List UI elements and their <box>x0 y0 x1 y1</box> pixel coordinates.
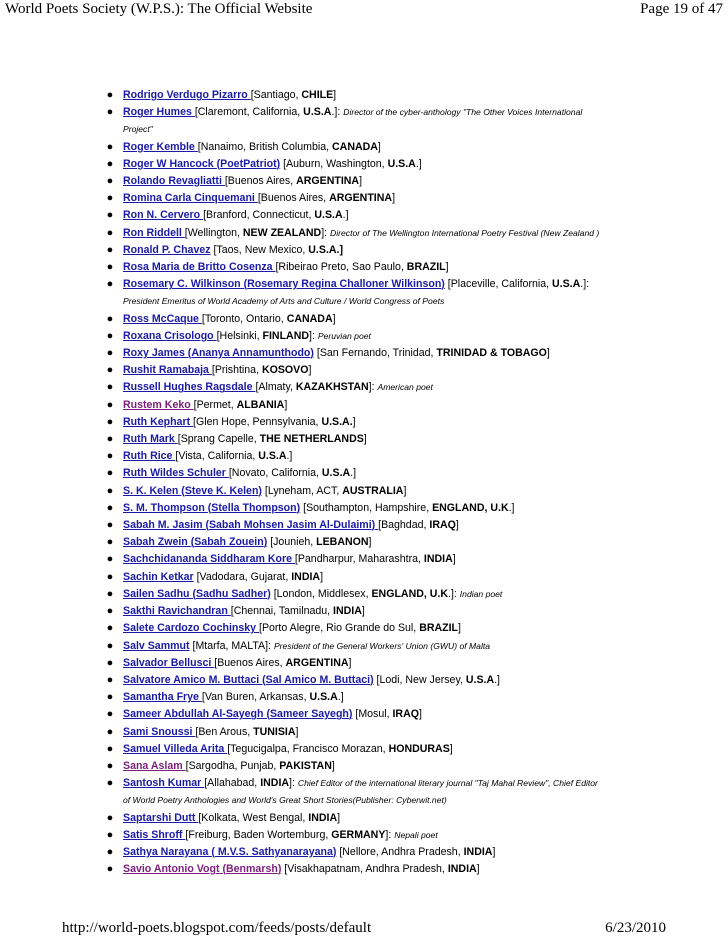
page-header <box>0 0 728 26</box>
poet-country: ENGLAND, U.K <box>371 587 448 600</box>
poet-country: HONDURAS <box>388 742 450 755</box>
poet-country: ARGENTINA <box>285 656 349 669</box>
bullet-icon: ● <box>106 587 114 600</box>
poet-alias: Ananya Annamunthodo <box>191 347 311 360</box>
list-item <box>0 345 728 362</box>
bullet-icon: ● <box>106 312 114 325</box>
list-item <box>0 775 728 809</box>
list-item <box>0 242 728 259</box>
location-close: ] <box>458 622 461 635</box>
bullet-icon: ● <box>106 415 114 428</box>
location-close: ]: <box>289 777 295 790</box>
poet-name-link[interactable]: Rosa Maria de Britto Cosenza <box>123 261 276 274</box>
location-close: .]: <box>580 278 590 291</box>
poet-alias-link[interactable]: (Sabah Mohsen Jasim Al-Dulaimi) <box>205 519 378 531</box>
poet-location: [Lyneham, ACT, <box>264 484 343 497</box>
poet-name-link[interactable]: Russell Hughes Ragsdale <box>123 381 256 394</box>
bullet-icon: ● <box>106 347 114 360</box>
poet-location: [Tegucigalpa, Francisco Morazan, <box>227 742 389 755</box>
location-close: ] <box>455 519 459 532</box>
poet-name-link[interactable]: Salv Sammut <box>123 639 190 652</box>
poet-country: U.S.A.] <box>308 243 344 256</box>
bullet-icon: ● <box>106 192 114 205</box>
poet-alias-link[interactable]: (Steve K. Kelen) <box>181 484 262 497</box>
poet-location: [Helsinki, <box>216 329 263 342</box>
bullet-icon: ● <box>106 656 114 669</box>
poet-name-link[interactable]: S. K. Kelen <box>123 484 182 497</box>
location-close: ] <box>476 863 480 876</box>
poet-country: CANADA <box>286 312 333 325</box>
location-close: ] <box>392 192 396 205</box>
poet-description: Peruvian poet <box>317 330 371 341</box>
poet-location: [Mtarfa, MALTA]: <box>192 639 271 652</box>
poet-description: American poet <box>377 382 433 393</box>
poet-alias: PoetPatriot <box>220 157 277 170</box>
bullet-icon: ● <box>106 570 114 583</box>
poet-location: [Sargodha, Punjab, <box>185 759 280 772</box>
poet-name-link[interactable]: Salvatore Amico M. Buttaci <box>123 673 263 686</box>
poet-alias-link[interactable]: (Stella Thompson) <box>207 501 301 514</box>
poet-description-continued: President Emeritus of World Academy of Arts and Culture / World Congress of Poets <box>123 296 445 307</box>
poet-description: President of the General Workers' Union (GWU) of Malta <box>273 640 491 651</box>
list-item <box>0 827 728 844</box>
poet-country: U.S.A <box>309 691 338 704</box>
location-close: ] <box>546 347 550 360</box>
list-item <box>0 483 728 500</box>
poet-alias: Sameer Sayegh <box>269 708 349 721</box>
location-close: .] <box>342 209 349 222</box>
bullet-icon: ● <box>106 157 114 170</box>
bullet-icon: ● <box>106 501 114 514</box>
poet-location: [Wellington, <box>184 226 243 239</box>
bullet-icon: ● <box>106 691 114 704</box>
location-close: ] <box>337 811 341 824</box>
poet-name-link[interactable]: Rustem Keko <box>123 398 194 411</box>
location-close: ] <box>284 398 288 411</box>
poet-alias-link[interactable]: (Rosemary Regina Challoner Wilkinson) <box>243 278 445 291</box>
list-item <box>0 517 728 534</box>
poet-location: [Toronto, Ontario, <box>201 312 287 325</box>
location-close: .] <box>508 501 515 514</box>
poet-country: U.S.A <box>303 106 332 119</box>
list-item <box>0 225 728 242</box>
list-item <box>0 534 728 551</box>
poet-country: CANADA <box>332 140 378 153</box>
poet-name-link[interactable]: Roger Humes <box>123 106 195 119</box>
list-item <box>0 620 728 637</box>
poet-name-link[interactable]: Ruth Wildes Schuler <box>123 467 229 480</box>
poet-location: [Pandharpur, Maharashtra, <box>294 553 424 566</box>
bullet-icon: ● <box>106 605 114 618</box>
list-item <box>0 139 728 156</box>
poet-location: [Glen Hope, Pennsylvania, <box>193 415 322 428</box>
poet-location: [Baghdad, <box>378 519 430 532</box>
poet-name-link[interactable]: Rodrigo Verdugo Pizarro <box>123 89 251 101</box>
list-item <box>0 500 728 517</box>
location-close: .]: <box>448 587 457 600</box>
poet-country: NEW ZEALAND <box>242 226 322 239</box>
poet-name-link[interactable]: Roger Kemble <box>123 140 198 153</box>
bullet-icon: ● <box>106 536 114 549</box>
poet-name-link[interactable]: Samuel Villeda Arita <box>123 742 228 755</box>
poet-name-link[interactable]: Ruth Kephart <box>123 415 194 428</box>
location-close: ] <box>359 175 363 188</box>
list-item <box>0 586 728 603</box>
poet-location: [Placeville, California, <box>447 278 552 291</box>
poet-name-link[interactable]: Roger W Hancock <box>123 157 217 170</box>
location-close: ] <box>452 553 456 566</box>
poet-description: Indian poet <box>459 588 503 599</box>
bullet-icon: ● <box>106 140 114 153</box>
poet-alias-link[interactable]: (Sadhu Sadher) <box>192 587 271 600</box>
poet-description-continued: Project" <box>123 124 153 135</box>
poet-location: [Nanaimo, British Columbia, <box>197 140 333 153</box>
list-item <box>0 276 728 310</box>
poet-country: INDIA <box>423 553 453 566</box>
poet-location: [Vadodara, Gujarat, <box>196 570 292 583</box>
poet-country: IRAQ <box>429 519 456 532</box>
poet-location: [Nellore, Andhra Pradesh, <box>339 845 464 858</box>
poet-name-link[interactable]: Sakthi Ravichandran <box>123 605 231 618</box>
list-item <box>0 190 728 207</box>
poet-country: PAKISTAN <box>279 759 332 772</box>
list-item <box>0 551 728 568</box>
location-close: ] <box>295 725 299 738</box>
list-item <box>0 689 728 706</box>
location-close: .]: <box>331 106 341 119</box>
bullet-icon: ● <box>106 398 114 411</box>
location-close: ] <box>332 312 336 325</box>
poet-location: [Mosul, <box>355 708 393 721</box>
poet-country: IRAQ <box>392 708 419 721</box>
location-close: ]: <box>321 226 328 239</box>
poet-description: Director of the cyber-anthology "The Other Voices International <box>343 107 583 118</box>
bullet-icon: ● <box>106 553 114 566</box>
poet-country: BRAZIL <box>406 261 446 274</box>
bullet-icon: ● <box>106 845 114 858</box>
poet-location: [Ben Arous, <box>195 725 254 738</box>
bullet-icon: ● <box>106 742 114 755</box>
poet-name-link[interactable]: Sana Aslam <box>123 759 186 772</box>
poet-location: [Chennai, Tamilnadu, <box>230 605 334 618</box>
bullet-icon: ● <box>106 467 114 480</box>
bullet-icon: ● <box>106 381 114 394</box>
poet-country: U.S.A <box>387 157 416 170</box>
poet-alias-link[interactable]: (Benmarsh) <box>222 863 282 876</box>
poet-name-link[interactable]: Salete Cardozo Cochinsky <box>123 622 259 635</box>
poet-country: U.S.A <box>314 209 343 222</box>
poet-location: [London, Middlesex, <box>273 587 372 600</box>
bullet-icon: ● <box>106 243 114 256</box>
poet-name-link[interactable]: Sailen Sadhu <box>123 587 193 600</box>
poet-country: U.S.A. <box>321 415 353 428</box>
bullet-icon: ● <box>106 759 114 772</box>
poet-country: U.S.A <box>321 467 351 480</box>
poet-name-link[interactable]: Roxy James <box>123 347 188 360</box>
location-close: ] <box>331 759 335 772</box>
poet-country: ARGENTINA <box>296 175 360 188</box>
location-close: ] <box>492 845 496 858</box>
bullet-icon: ● <box>106 433 114 446</box>
poet-location: [Porto Alegre, Rio Grande do Sul, <box>259 622 420 635</box>
poet-name-link[interactable]: Saptarshi Dutt <box>123 811 199 824</box>
bullet-icon: ● <box>106 622 114 635</box>
poet-description: Nepali poet <box>394 829 438 840</box>
list-item <box>0 173 728 190</box>
poet-country: TRINIDAD & TOBAGO <box>436 347 547 360</box>
poet-name-link[interactable]: Sabah M. Jasim <box>123 519 206 532</box>
poet-country: AUSTRALIA <box>342 484 404 497</box>
bullet-icon: ● <box>106 777 114 790</box>
poet-alias: Sal Amico M. Buttaci <box>265 673 371 686</box>
poet-name-link[interactable]: Ruth Rice <box>123 450 176 463</box>
location-close: ] <box>348 656 352 669</box>
poet-location: [Branford, Connecticut, <box>203 209 315 222</box>
location-close: ]: <box>368 381 375 394</box>
poet-location: [Sprang Capelle, <box>177 433 260 446</box>
poet-alias-link[interactable]: (Sal Amico M. Buttaci) <box>262 673 374 686</box>
bullet-icon: ● <box>106 106 114 119</box>
location-close: .] <box>286 450 293 463</box>
poet-country: LEBANON <box>316 536 369 549</box>
list-item <box>0 638 728 655</box>
poet-alias: Sadhu Sadher <box>196 587 268 600</box>
poet-name-link[interactable]: Salvador Bellusci <box>123 656 215 669</box>
poet-location: [Allahabad, <box>204 777 261 790</box>
poet-country: INDIA <box>333 605 362 618</box>
poet-alias-link[interactable]: (Ananya Annamunthodo) <box>187 347 314 360</box>
bullet-icon: ● <box>106 226 114 239</box>
poet-country: BRAZIL <box>419 622 459 635</box>
poet-description: Chief Editor of the international literary journal "Taj Mahal Review", Chief Editor <box>297 778 598 789</box>
poet-location: [Almaty, <box>255 381 296 394</box>
location-close: .] <box>350 467 357 480</box>
location-close: .] <box>337 691 344 704</box>
poet-name-link[interactable]: Sami Snoussi <box>123 725 196 738</box>
location-close: ] <box>308 364 312 377</box>
bullet-icon: ● <box>106 519 114 532</box>
list-item <box>0 397 728 414</box>
poet-name-link[interactable]: Sachchidananda Siddharam Kore <box>123 553 295 566</box>
list-item <box>0 431 728 448</box>
poet-location: [Permet, <box>193 398 237 411</box>
bullet-icon: ● <box>106 364 114 377</box>
poet-country: INDIA <box>463 845 493 858</box>
poet-location: [Kolkata, West Bengal, <box>198 811 309 824</box>
poet-name-link[interactable]: S. M. Thompson <box>123 501 208 514</box>
poet-country: KAZAKHSTAN <box>295 381 369 394</box>
location-close: .] <box>415 157 422 170</box>
list-item <box>0 758 728 775</box>
bullet-icon: ● <box>106 450 114 463</box>
footer-date: 6/23/2010 <box>605 920 666 936</box>
list-item <box>0 724 728 741</box>
location-close: ] <box>320 570 324 583</box>
poet-location: [Visakhapatnam, Andhra Pradesh, <box>284 863 448 876</box>
poet-list <box>0 87 728 878</box>
poet-name-link[interactable]: Sathya Narayana <box>123 845 212 858</box>
poet-location: [Taos, New Mexico, <box>213 243 309 256</box>
list-item <box>0 104 728 138</box>
bullet-icon: ● <box>106 673 114 686</box>
poet-alias: M.V.S. Sathyanarayana <box>214 845 333 858</box>
list-item <box>0 362 728 379</box>
list-item <box>0 655 728 672</box>
page-number: Page 19 of 47 <box>640 1 723 17</box>
poet-alias: Benmarsh <box>226 863 278 876</box>
poet-alias: Sabah Mohsen Jasim Al-Dulaimi <box>208 519 372 532</box>
bullet-icon: ● <box>106 484 114 497</box>
bullet-icon: ● <box>106 725 114 738</box>
poet-country: TUNISIA <box>253 725 296 738</box>
list-item <box>0 810 728 827</box>
poet-alias: Sabah Zouein <box>194 536 264 549</box>
poet-country: U.S.A <box>258 450 287 463</box>
poet-country: ENGLAND, U.K <box>432 501 509 514</box>
poet-country: ARGENTINA <box>329 192 393 205</box>
poet-description: Director of The Wellington International Poetry Festival (New Zealand ) <box>330 227 600 238</box>
list-item <box>0 844 728 861</box>
footer-url: http://world-poets.blogspot.com/feeds/posts/default <box>62 920 372 936</box>
bullet-icon: ● <box>106 175 114 188</box>
poet-name-link[interactable]: Sameer Abdullah Al-Sayegh <box>123 708 267 721</box>
list-item <box>0 603 728 620</box>
bullet-icon: ● <box>106 811 114 824</box>
poet-country: GERMANY <box>331 828 386 841</box>
poet-location: [San Fernando, Trinidad, <box>316 347 437 360</box>
poet-country: U.S.A <box>465 673 495 686</box>
poet-alias: Steve K. Kelen <box>184 484 259 497</box>
list-item <box>0 207 728 224</box>
list-item <box>0 448 728 465</box>
poet-country: INDIA <box>291 570 321 583</box>
list-item <box>0 741 728 758</box>
poet-name-link[interactable]: Romina Carla Cinquemani <box>123 192 258 205</box>
poet-name-link[interactable]: Samantha Frye <box>123 691 202 704</box>
bullet-icon: ● <box>106 89 114 101</box>
poet-location: [Van Buren, Arkansas, <box>201 691 310 704</box>
poet-country: FINLAND <box>262 329 310 342</box>
poet-country: THE NETHERLANDS <box>259 433 364 446</box>
poet-country: CHILE <box>301 89 334 101</box>
location-close: ] <box>403 484 407 497</box>
poet-location: [Southampton, Hampshire, <box>303 501 433 514</box>
location-close: ] <box>377 140 381 153</box>
poet-location: [Vista, California, <box>175 450 259 463</box>
poet-location: [Claremont, California, <box>194 106 304 119</box>
poet-alias-link[interactable]: (Sameer Sayegh) <box>266 708 353 721</box>
poet-name-link[interactable]: Satis Shroff <box>123 828 186 841</box>
poet-name-link[interactable]: Savio Antonio Vogt <box>123 863 223 876</box>
poet-country: INDIA <box>447 863 477 876</box>
poet-name-link[interactable]: Ron Riddell <box>123 226 185 239</box>
bullet-icon: ● <box>106 708 114 721</box>
list-item <box>0 328 728 345</box>
list-item <box>0 87 728 104</box>
location-close: ] <box>352 415 356 428</box>
bullet-icon: ● <box>106 209 114 222</box>
poet-country: KOSOVO <box>261 364 309 377</box>
bullet-icon: ● <box>106 329 114 342</box>
poet-description-continued: of World Poetry Anthologies and World's Great Short Stories(Publisher: Cyberwit.net) <box>123 795 447 806</box>
poet-name-link[interactable]: Ronald P. Chavez <box>123 243 211 256</box>
poet-alias-link[interactable]: ( M.V.S. Sathyanarayana) <box>211 845 337 858</box>
list-item <box>0 259 728 276</box>
poet-location: [Buenos Aires, <box>224 175 297 188</box>
bullet-icon: ● <box>106 639 114 652</box>
location-close: ] <box>368 536 372 549</box>
poet-name-link[interactable]: Rolando Revagliatti <box>123 175 225 188</box>
location-close: ]: <box>385 828 392 841</box>
poet-name-link[interactable]: Ross McCaque <box>123 312 202 325</box>
list-item <box>0 861 728 878</box>
bullet-icon: ● <box>106 278 114 291</box>
poet-name-link[interactable]: Sabah Zwein <box>123 536 191 549</box>
poet-alias-link[interactable]: (PoetPatriot) <box>216 157 281 170</box>
poet-location: [Buenos Aires, <box>257 192 330 205</box>
page-footer <box>0 918 728 942</box>
site-title: World Poets Society (W.P.S.): The Official Website <box>5 1 313 17</box>
poet-country: ALBANIA <box>236 398 285 411</box>
poet-name-link[interactable]: Ron N. Cervero <box>123 209 204 222</box>
list-item <box>0 379 728 396</box>
bullet-icon: ● <box>106 828 114 841</box>
poet-location: [Jounieh, <box>270 536 317 549</box>
location-close: ] <box>418 708 422 721</box>
poet-country: INDIA <box>308 811 338 824</box>
poet-alias: Stella Thompson <box>211 501 297 514</box>
poet-location: [Freiburg, Baden Wortemburg, <box>185 828 332 841</box>
location-close: ] <box>445 261 449 274</box>
poet-name-link[interactable]: Rosemary C. Wilkinson <box>123 278 244 291</box>
list-item <box>0 706 728 723</box>
poet-country: U.S.A <box>552 278 581 291</box>
location-close: ] <box>361 605 365 618</box>
location-close: ] <box>333 89 337 101</box>
bullet-icon: ● <box>106 863 114 876</box>
poet-name-link[interactable]: Santosh Kumar <box>123 777 205 790</box>
poet-alias-link[interactable]: (Sabah Zouein) <box>190 536 268 549</box>
poet-country: INDIA <box>260 777 290 790</box>
list-item <box>0 414 728 431</box>
location-close: .] <box>494 673 500 686</box>
poet-name-link[interactable]: Sachin Ketkar <box>123 570 194 583</box>
poet-location: [Buenos Aires, <box>214 656 286 669</box>
list-item <box>0 465 728 482</box>
list-item <box>0 569 728 586</box>
poet-name-link[interactable]: Ruth Mark <box>123 433 178 446</box>
poet-location: [Lodi, New Jersey, <box>376 673 466 686</box>
poet-location: [Prishtina, <box>211 364 262 377</box>
list-item <box>0 672 728 689</box>
list-item <box>0 156 728 173</box>
location-close: ] <box>449 742 453 755</box>
poet-name-link[interactable]: Roxana Crisologo <box>123 329 217 342</box>
poet-location: [Auburn, Washington, <box>283 157 388 170</box>
location-close: ] <box>363 433 367 446</box>
location-close: ]: <box>309 329 315 342</box>
poet-alias: Rosemary Regina Challoner Wilkinson <box>247 278 442 291</box>
poet-location: [Ribeirao Preto, Sao Paulo, <box>275 261 407 274</box>
poet-name-link[interactable]: Rushit Ramabaja <box>123 364 212 377</box>
bullet-icon: ● <box>106 261 114 274</box>
poet-location: [Novato, California, <box>228 467 322 480</box>
poet-location: [Santiago, <box>250 89 302 101</box>
list-item <box>0 311 728 328</box>
